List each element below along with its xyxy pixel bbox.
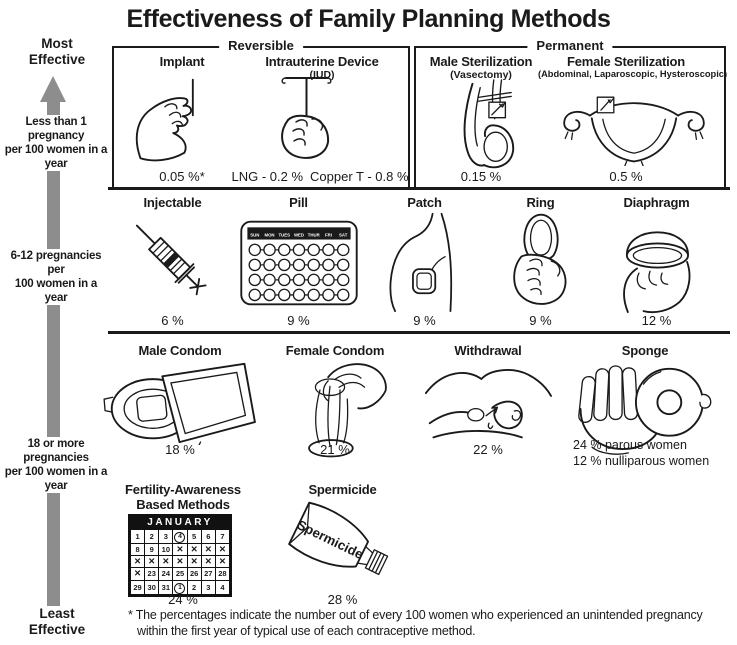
row-divider-2	[108, 331, 730, 334]
calendar-day-cell: ✕	[145, 556, 159, 568]
withdrawal-icon	[422, 363, 554, 443]
least-effective-label: Least Effective	[28, 606, 86, 637]
injectable-rate: 6 %	[161, 313, 184, 328]
pill-name: Pill	[289, 195, 308, 210]
svg-text:THUR: THUR	[307, 232, 320, 238]
calendar-day-cell: 30	[145, 580, 159, 594]
patch-name: Patch	[407, 195, 442, 210]
calendar-day-cell: 1	[173, 580, 187, 594]
spermicide-rate: 28 %	[327, 592, 358, 607]
reversible-group-box	[112, 38, 410, 190]
method-female-condom	[260, 343, 410, 475]
calendar-day-cell: ✕	[187, 556, 201, 568]
method-female-sterilization	[538, 54, 728, 79]
permanent-group-label: Permanent	[527, 38, 612, 53]
withdrawal-name: Withdrawal	[454, 343, 522, 358]
calendar-day-cell: 3	[201, 580, 215, 594]
method-implant	[122, 54, 242, 69]
ring-icon	[499, 210, 583, 314]
calendar-day-cell: 26	[187, 568, 201, 580]
sponge-rate-nulliparous: 12 % nulliparous women	[573, 453, 710, 468]
calendar-day-cell: ✕	[201, 556, 215, 568]
calendar-day-cell: 29	[131, 580, 145, 594]
male-condom-name: Male Condom	[138, 343, 222, 358]
iud-subtitle: (IUD)	[309, 69, 335, 81]
footnote	[128, 608, 734, 639]
method-withdrawal	[413, 343, 563, 475]
pill-rate: 9 %	[287, 313, 310, 328]
calendar-day-cell: 25	[173, 568, 187, 580]
row-divider-1	[108, 187, 730, 190]
tier-label-6-12: 6-12 pregnancies per 100 women in a year	[4, 249, 108, 305]
calendar-day-cell: ✕	[131, 556, 145, 568]
female-sterilization-name: Female Sterilization	[566, 54, 686, 69]
method-patch	[362, 195, 487, 335]
fabm-calendar-icon	[128, 514, 232, 597]
method-male-condom	[105, 343, 255, 475]
iud-name: Intrauterine Device	[265, 54, 379, 69]
implant-name: Implant	[159, 54, 205, 69]
withdrawal-rate: 22 %	[473, 442, 503, 457]
most-effective-label: Most Effective	[28, 36, 86, 67]
calendar-day-cell: 2	[187, 580, 201, 594]
male-condom-rate: 18 %	[165, 442, 195, 457]
patch-rate: 9 %	[413, 313, 436, 328]
calendar-day-cell: 2	[145, 530, 159, 544]
calendar-day-cell: 28	[215, 568, 229, 580]
method-pill	[236, 195, 361, 335]
calendar-month-label: JANUARY	[130, 516, 230, 529]
calendar-day-cell: 31	[159, 580, 173, 594]
svg-text:MON: MON	[264, 232, 275, 238]
iud-icon	[266, 70, 346, 162]
calendar-day-cell: 10	[159, 544, 173, 556]
svg-text:SAT: SAT	[338, 232, 347, 238]
male-sterilization-name: Male Sterilization	[429, 54, 533, 69]
calendar-day-cell: 7	[215, 530, 229, 544]
calendar-day-cell: ✕	[215, 556, 229, 568]
calendar-day-cell: 4	[215, 580, 229, 594]
effectiveness-arrow-stem	[47, 100, 60, 606]
spermicide-name: Spermicide	[308, 482, 377, 497]
ring-rate: 9 %	[529, 313, 552, 328]
calendar-day-cell: ✕	[131, 568, 145, 580]
spermicide-tube-label: Spermicide	[294, 517, 366, 563]
female-condom-rate: 21 %	[320, 442, 350, 457]
footnote-line2: within the first year of typical use of each contraceptive method.	[137, 623, 476, 638]
calendar-grid	[131, 530, 230, 595]
method-male-sterilization	[416, 54, 546, 81]
method-diaphragm	[594, 195, 719, 335]
method-sponge	[565, 343, 725, 475]
fertility-awareness-rate: 24 %	[168, 592, 198, 607]
diaphragm-name: Diaphragm	[623, 195, 690, 210]
calendar-day-cell: 3	[159, 530, 173, 544]
sponge-rate-parous: 24 % parous women	[573, 438, 687, 452]
calendar-day-cell: ✕	[173, 544, 187, 556]
injectable-icon	[123, 213, 223, 305]
tier-label-less-than-1: Less than 1 pregnancy per 100 women in a year	[0, 115, 112, 171]
diaphragm-icon	[613, 210, 701, 314]
calendar-day-cell: ✕	[173, 556, 187, 568]
calendar-day-cell: ✕	[215, 544, 229, 556]
iud-rate	[232, 169, 408, 184]
male-sterilization-rate: 0.15 %	[460, 169, 502, 184]
iud-rate-copper: Copper T - 0.8 %	[310, 169, 409, 184]
calendar-day-cell: 8	[131, 544, 145, 556]
reversible-group-label: Reversible	[219, 38, 303, 53]
calendar-day-cell: 23	[145, 568, 159, 580]
pill-pack-icon	[238, 217, 360, 309]
sponge-name: Sponge	[621, 343, 669, 358]
female-sterilization-icon	[554, 88, 714, 166]
patch-icon	[381, 212, 469, 312]
svg-text:WED: WED	[293, 232, 304, 238]
svg-text:SUN: SUN	[249, 232, 259, 238]
implant-icon	[126, 76, 226, 162]
female-sterilization-subtitle: (Abdominal, Laparoscopic, Hysteroscopic)	[538, 69, 728, 79]
calendar-day-cell: 5	[187, 530, 201, 544]
ring-name: Ring	[526, 195, 555, 210]
calendar-day-cell: 24	[159, 568, 173, 580]
female-condom-name: Female Condom	[285, 343, 385, 358]
spermicide-tube-icon	[282, 500, 404, 592]
calendar-day-cell: ✕	[159, 556, 173, 568]
effectiveness-arrow-head	[40, 76, 66, 102]
calendar-day-cell: 4	[173, 530, 187, 544]
permanent-group-box	[414, 38, 728, 190]
calendar-day-cell: ✕	[201, 544, 215, 556]
tier-label-18-or-more: 18 or more pregnancies per 100 women in a year	[0, 437, 112, 493]
calendar-day-cell: ✕	[187, 544, 201, 556]
svg-text:FRI: FRI	[324, 232, 332, 238]
fertility-awareness-name: Fertility-Awareness Based Methods	[125, 482, 241, 512]
calendar-day-cell: 9	[145, 544, 159, 556]
female-sterilization-rate: 0.5 %	[609, 169, 643, 184]
male-sterilization-icon	[444, 78, 529, 170]
male-condom-icon	[101, 361, 259, 445]
diaphragm-rate: 12 %	[641, 313, 672, 328]
method-injectable	[110, 195, 235, 335]
male-sterilization-subtitle: (Vasectomy)	[450, 69, 512, 81]
calendar-day-cell: 1	[131, 530, 145, 544]
footnote-line1: * The percentages indicate the number out of every 100 women who experienced an unintended pregnancy	[128, 608, 703, 622]
calendar-day-cell: 27	[201, 568, 215, 580]
method-ring	[478, 195, 603, 335]
svg-text:TUES: TUES	[278, 232, 290, 238]
implant-rate: 0.05 %*	[159, 169, 205, 184]
iud-rate-lng: LNG - 0.2 %	[231, 169, 304, 184]
calendar-day-cell: 6	[201, 530, 215, 544]
page-title: Effectiveness of Family Planning Methods	[126, 5, 611, 33]
injectable-name: Injectable	[143, 195, 202, 210]
sponge-rate	[573, 438, 737, 469]
